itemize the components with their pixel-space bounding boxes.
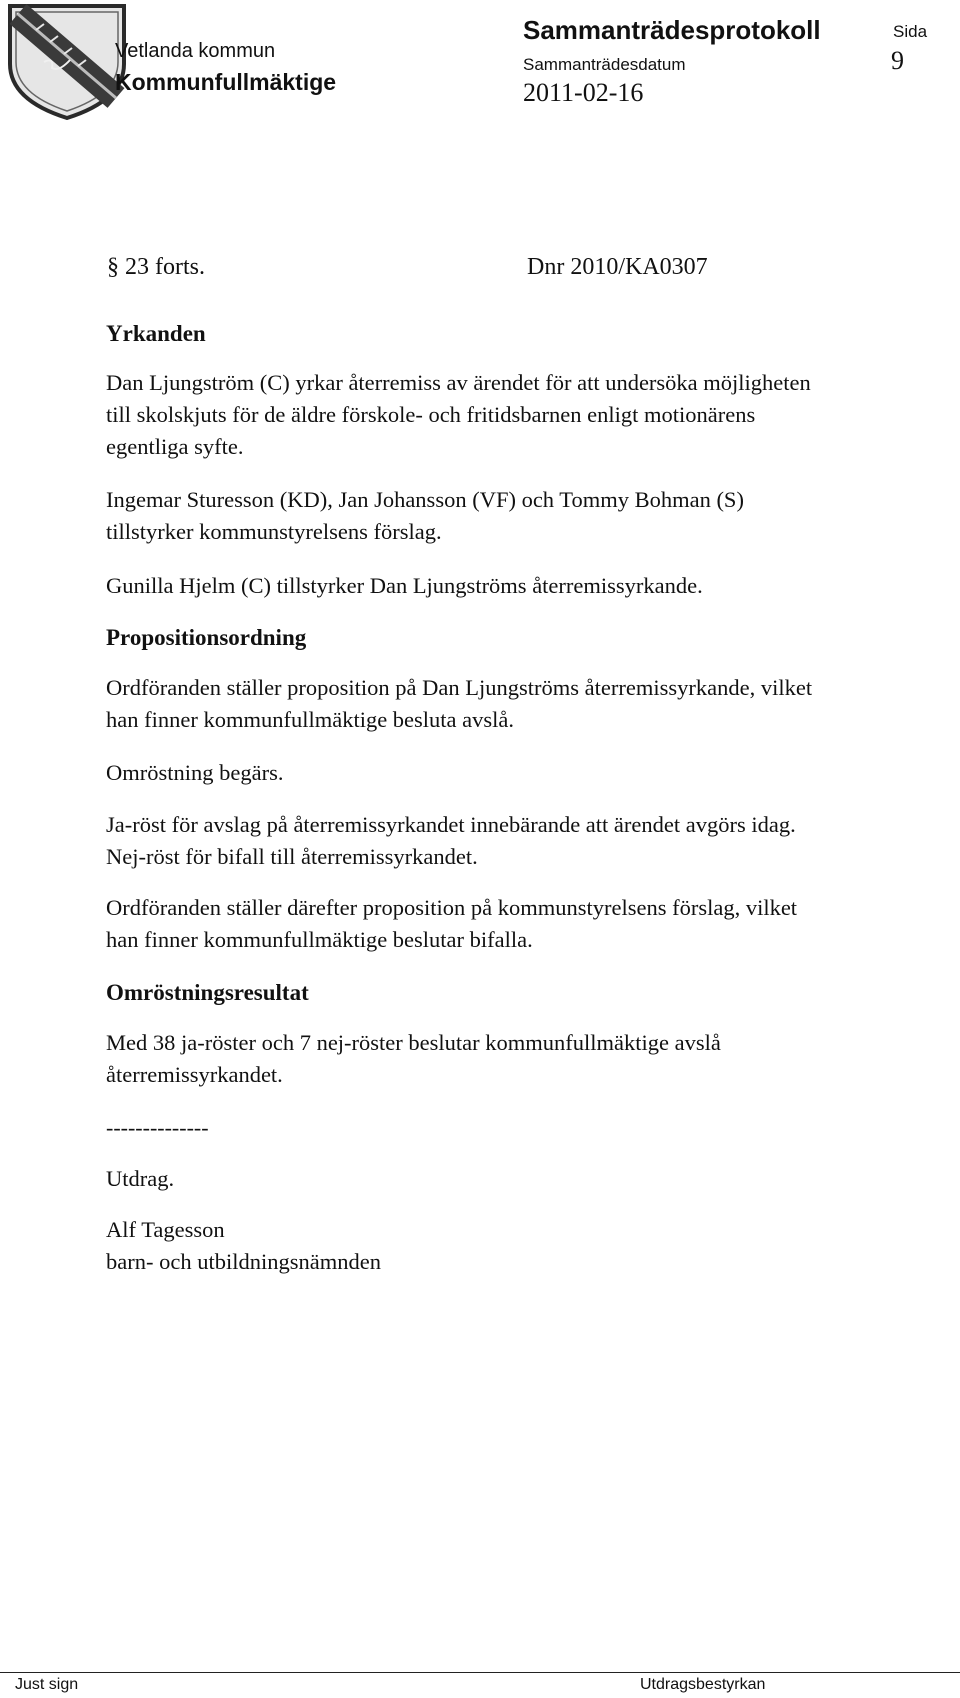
text-line: återremissyrkandet. — [106, 1062, 283, 1087]
page-number: 9 — [891, 46, 904, 75]
text-line: Med 38 ja-röster och 7 nej-röster beslutar kommunfullmäktige avslå — [106, 1030, 721, 1055]
text-line: han finner kommunfullmäktige besluta avslå. — [106, 707, 515, 732]
paragraph-proposition-2: Omröstning begärs. — [106, 760, 284, 785]
case-number: Dnr 2010/KA0307 — [527, 254, 708, 280]
heading-yrkanden: Yrkanden — [106, 321, 206, 346]
separator-line: -------------- — [106, 1115, 209, 1140]
recipient: Alf Tagesson — [106, 1217, 225, 1242]
paragraph-yrkande-2 — [106, 484, 744, 548]
paragraph-number: § 23 forts. — [107, 254, 205, 280]
paragraph-yrkande-1 — [106, 367, 811, 463]
recipients-list — [106, 1214, 381, 1278]
heading-omrostningsresultat: Omröstningsresultat — [106, 980, 309, 1005]
footer-utdragsbestyrkan: Utdragsbestyrkan — [640, 1676, 766, 1693]
text-line: Ingemar Sturesson (KD), Jan Johansson (VF) och Tommy Bohman (S) — [106, 487, 744, 512]
meeting-date: 2011-02-16 — [523, 78, 644, 107]
text-line: egentliga syfte. — [106, 434, 244, 459]
municipality-name: Vetlanda kommun — [115, 40, 276, 62]
text-line: Ja-röst för avslag på återremissyrkandet innebärande att ärendet avgörs idag. — [106, 812, 796, 837]
heading-propositionsordning: Propositionsordning — [106, 625, 307, 650]
text-line: Dan Ljungström (C) yrkar återremiss av ärendet för att undersöka möjligheten — [106, 370, 811, 395]
footer-divider — [0, 1672, 960, 1673]
text-line: Ordföranden ställer proposition på Dan Ljungströms återremissyrkande, vilket — [106, 675, 813, 700]
paragraph-result — [106, 1027, 721, 1091]
text-line: Nej-röst för bifall till återremissyrkandet. — [106, 844, 478, 869]
paragraph-proposition-3 — [106, 809, 796, 873]
recipient: barn- och utbildningsnämnden — [106, 1249, 381, 1274]
text-line: till skolskjuts för de äldre förskole- och fritidsbarnen enligt motionärens — [106, 402, 756, 427]
paragraph-yrkande-3: Gunilla Hjelm (C) tillstyrker Dan Ljungströms återremissyrkande. — [106, 573, 703, 598]
utdrag-label: Utdrag. — [106, 1166, 175, 1191]
text-line: han finner kommunfullmäktige beslutar bifalla. — [106, 927, 533, 952]
text-line: Ordföranden ställer därefter proposition på kommunstyrelsens förslag, vilket — [106, 895, 798, 920]
board-name: Kommunfullmäktige — [115, 69, 337, 95]
paragraph-proposition-4 — [106, 892, 797, 956]
text-line: tillstyrker kommunstyrelsens förslag. — [106, 519, 442, 544]
page-label: Sida — [893, 22, 928, 41]
meeting-date-label: Sammanträdesdatum — [523, 55, 686, 74]
paragraph-proposition-1 — [106, 672, 812, 736]
municipal-crest-logo — [4, 2, 130, 120]
footer-just-sign: Just sign — [15, 1676, 79, 1693]
document-title: Sammanträdesprotokoll — [523, 15, 821, 45]
